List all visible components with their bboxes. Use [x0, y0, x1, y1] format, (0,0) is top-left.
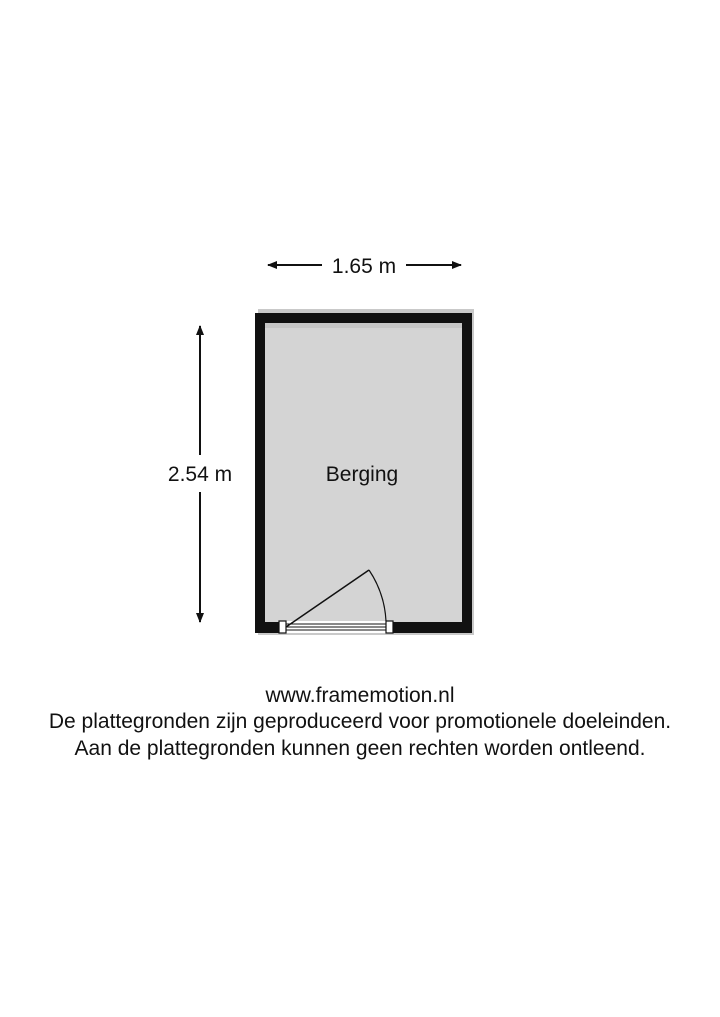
width-dimension	[268, 255, 461, 278]
room-floor-shade	[265, 323, 462, 328]
width-label: 1.65 m	[331, 255, 397, 278]
door-jamb-left	[279, 621, 286, 633]
website-url: www.framemotion.nl	[265, 684, 455, 707]
disclaimer-line-2: Aan de plattegronden kunnen geen rechten worden ontleend.	[74, 737, 646, 760]
height-dimension	[168, 326, 232, 622]
door-jamb-right	[386, 621, 393, 633]
height-label: 2.54 m	[167, 463, 233, 486]
room-label: Berging	[325, 463, 399, 486]
disclaimer-line-1: De plattegronden zijn geproduceerd voor promotionele doeleinden.	[48, 710, 672, 733]
